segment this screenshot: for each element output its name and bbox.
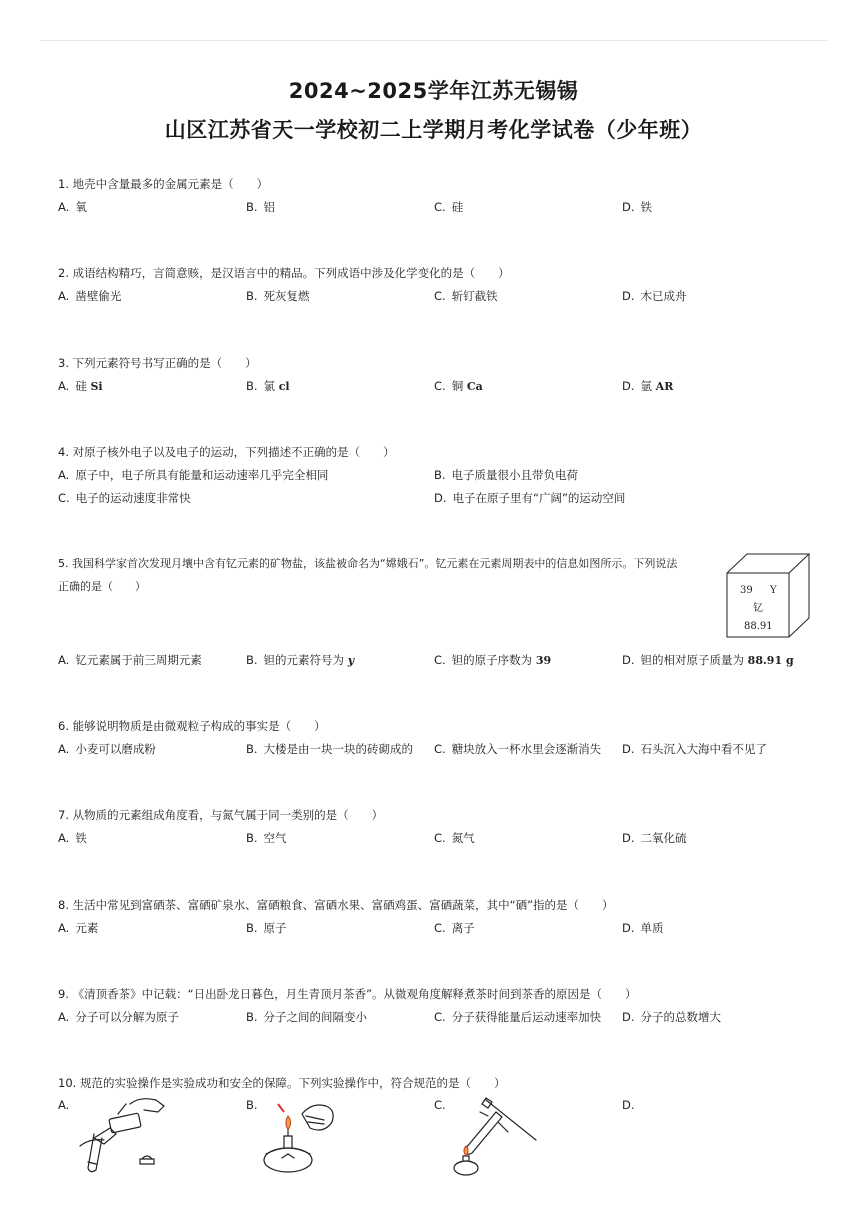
element-symbol: Ca [466,380,483,393]
option-c[interactable] [58,490,191,506]
option-c[interactable] [434,378,483,394]
question-stem: 6. 能够说明物质是由微观粒子构成的事实是（ ） [58,719,326,733]
question-stem: 10. 规范的实验操作是实验成功和安全的保障。下列实验操作中，符合规范的是（ ） [58,1076,506,1090]
cell-side-face [789,554,809,637]
option-c[interactable] [434,920,475,936]
question-stem: 9. 《清顶香茶》中记载：“日出卧龙日暮色，月生青顶月茶香”。从微观角度解释煮茶时间到茶香的原因是（ ） [58,987,637,1001]
option-text: 电子质量很小且带负电荷 [451,468,579,482]
option-text: 分子获得能量后运动速率加快 [451,1010,602,1024]
option-a[interactable] [58,830,87,846]
element-symbol: cl [278,380,290,393]
option-text: 铁 [640,200,653,214]
option-b[interactable] [246,288,310,304]
option-b[interactable] [246,741,413,757]
option-c[interactable] [434,830,475,846]
option-c[interactable] [434,741,601,757]
option-text: 石头沉入大海中看不见了 [640,742,768,756]
option-b[interactable] [246,652,354,668]
option-letter: D. [434,491,447,505]
heating-test-tube-illustration [446,1094,546,1180]
option-letter: D. [622,1010,635,1024]
option-text: 分子的总数增大 [640,1010,722,1024]
option-text: 离子 [451,921,475,935]
option-letter: A. [58,921,70,935]
option-c[interactable] [434,1009,601,1025]
question-2 [58,265,510,281]
pouring-liquid-illustration [74,1094,174,1174]
element-symbol: y [347,654,355,667]
option-letter: A. [58,289,70,303]
option-a[interactable] [58,378,103,394]
alcohol-lamp-illustration [258,1094,348,1176]
option-letter: C. [58,491,70,505]
option-a[interactable] [58,1098,75,1112]
option-b[interactable] [246,830,287,846]
question-stem: 2. 成语结构精巧，言简意赅，是汉语言中的精品。下列成语中涉及化学变化的是（ ） [58,266,510,280]
option-a[interactable] [58,741,156,757]
atomic-mass-value: 88.91 g [747,654,794,667]
option-letter: C. [434,200,446,214]
option-c[interactable] [434,652,551,668]
element-symbol: Y [770,585,777,596]
flame-icon [286,1116,291,1130]
option-letter: A. [58,831,70,845]
option-letter: A. [58,1098,70,1112]
option-b[interactable] [246,199,275,215]
question-stem: 1. 地壳中含量最多的金属元素是（ ） [58,177,269,191]
option-a[interactable] [58,467,328,483]
question-stem: 5. 我国科学家首次发现月壤中含有钇元素的矿物盐，该盐被命名为“嫦娥石”。钇元素在元素周期表中的信息如图所示。下列说法 [58,557,678,570]
option-d[interactable] [622,378,673,394]
option-letter: B. [246,742,258,756]
option-letter: B. [434,468,446,482]
option-text: 凿壁偷光 [75,289,122,303]
option-letter: B. [246,653,258,667]
option-letter: B. [246,921,258,935]
top-rule [40,40,827,41]
question-stem: 7. 从物质的元素组成角度看，与氮气属于同一类别的是（ ） [58,808,384,822]
option-a[interactable] [58,199,87,215]
option-text: 氯 [263,379,276,393]
option-letter: D. [622,653,635,667]
option-letter: A. [58,1010,70,1024]
option-text: 钽的相对原子质量为 [640,653,745,667]
option-b[interactable] [246,1009,367,1025]
option-b[interactable] [434,467,578,483]
option-c[interactable] [434,288,498,304]
option-text: 钇元素属于前三周期元素 [75,653,202,667]
question-8 [58,897,614,913]
option-letter: D. [622,831,635,845]
option-text: 原子 [263,921,287,935]
option-letter: C. [434,289,446,303]
atomic-number-value: 39 [535,654,552,667]
cell-top-face [727,554,809,573]
option-b[interactable] [246,378,290,394]
option-text: 硅 [75,379,87,393]
option-letter: C. [434,742,446,756]
option-c[interactable] [434,199,463,215]
option-text: 糖块放入一杯水里会逐渐消失 [451,742,602,756]
option-letter: D. [622,289,635,303]
option-text: 死灰复燃 [263,289,310,303]
option-letter: D. [622,742,635,756]
option-letter: B. [246,1010,258,1024]
option-text: 大楼是由一块一块的砖砌成的 [263,742,414,756]
option-letter: C. [434,653,446,667]
option-a[interactable] [58,652,202,668]
flame-icon [464,1146,468,1156]
question-stem: 8. 生活中常见到富硒茶、富硒矿泉水、富硒粮食、富硒水果、富硒鸡蛋、富硒蔬菜，其中“硒”指的是（ ） [58,898,614,912]
option-text: 氮气 [451,831,475,845]
option-d[interactable] [622,199,652,215]
option-b[interactable] [246,920,287,936]
question-stem: 3. 下列元素符号书写正确的是（ ） [58,356,257,370]
question-10 [58,1075,505,1091]
question-3 [58,355,257,371]
option-d[interactable] [622,288,687,304]
option-d[interactable] [622,652,794,668]
option-letter: C. [434,1010,446,1024]
option-d[interactable] [434,490,625,506]
page-title-line-1: 2024~2025学年江苏无锡锡 [288,79,579,103]
option-letter: A. [58,653,70,667]
option-letter: C. [434,831,446,845]
option-text: 钽的元素符号为 [263,653,345,667]
option-text: 小麦可以磨成粉 [75,742,156,756]
question-5 [58,556,677,595]
option-letter: B. [246,1098,258,1112]
option-d[interactable] [622,920,664,936]
element-symbol: AR [655,380,674,393]
option-letter: D. [622,921,635,935]
option-text: 二氧化硫 [640,831,687,845]
option-letter: A. [58,468,70,482]
element-symbol: Si [90,380,103,393]
atomic-number: 39 [740,585,753,596]
option-text: 木已成舟 [640,289,687,303]
option-text: 斩钉截铁 [451,289,498,303]
option-text: 硅 [451,200,464,214]
option-a[interactable] [58,1009,179,1025]
option-text: 铝 [263,200,276,214]
question-stem: 4. 对原子核外电子以及电子的运动，下列描述不正确的是（ ） [58,445,395,459]
option-text: 氧 [75,200,87,214]
element-name: 钇 [753,603,763,614]
option-text: 元素 [75,921,99,935]
option-letter: C. [434,921,446,935]
option-letter: B. [246,831,258,845]
option-text: 分子可以分解为原子 [75,1010,179,1024]
question-1 [58,176,268,192]
page-title-line-2: 山区江苏省天一学校初二上学期月考化学试卷（少年班） [164,118,703,142]
option-d[interactable] [622,830,687,846]
question-4 [58,444,395,460]
match-icon [278,1104,284,1112]
question-9 [58,986,637,1002]
option-letter: A. [58,379,70,393]
option-letter: B. [246,379,258,393]
option-letter: D. [622,200,635,214]
option-text: 氩 [640,379,653,393]
option-text: 分子之间的间隔变小 [263,1010,368,1024]
option-letter: C. [434,1098,446,1112]
option-text: 空气 [263,831,287,845]
option-letter: B. [246,289,258,303]
option-letter: D. [622,1098,635,1112]
option-text: 原子中，电子所具有能量和运动速率几乎完全相同 [75,468,329,482]
question-stem-line-2: 正确的是（ ） [58,580,146,593]
option-text: 单质 [640,921,664,935]
option-text: 电子在原子里有“广阔”的运动空间 [452,491,626,505]
option-a[interactable] [58,920,98,936]
option-text: 铜 [451,379,464,393]
option-text: 电子的运动速度非常快 [75,491,191,505]
atomic-mass: 88.91 [744,621,773,632]
option-text: 钽的原子序数为 [451,653,533,667]
option-d[interactable] [622,741,767,757]
option-d[interactable] [622,1009,721,1025]
option-a[interactable] [58,288,121,304]
option-letter: B. [246,200,258,214]
option-text: 铁 [75,831,87,845]
question-7 [58,807,383,823]
option-letter: C. [434,379,446,393]
question-6 [58,718,326,734]
option-letter: D. [622,379,635,393]
option-letter: A. [58,200,70,214]
option-d[interactable] [622,1098,641,1112]
option-letter: A. [58,742,70,756]
periodic-table-cell-figure [726,553,810,639]
